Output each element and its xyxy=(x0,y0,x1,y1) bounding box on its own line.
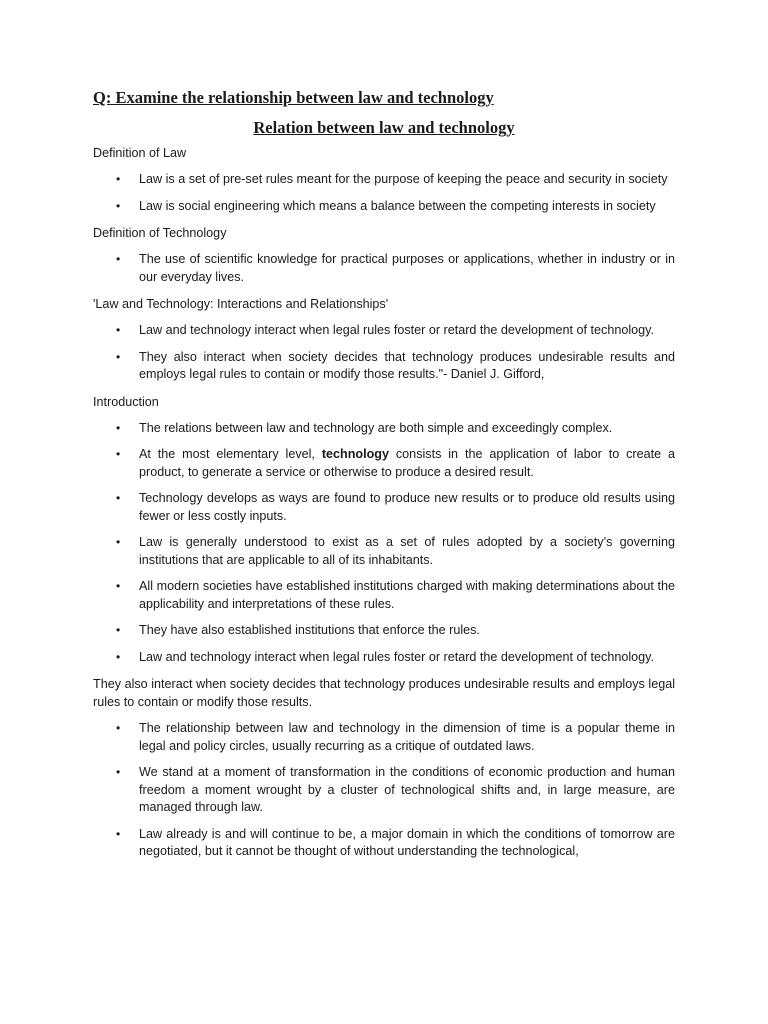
bullet-icon: • xyxy=(116,323,121,337)
bullet-icon: • xyxy=(116,765,121,779)
section-heading-law: Definition of Law xyxy=(93,146,187,160)
bullet-icon: • xyxy=(116,172,121,186)
law-definition-list xyxy=(93,171,675,215)
bullet-icon: • xyxy=(116,420,121,435)
list-item: • They have also established institutions that enforce the rules. xyxy=(93,622,675,640)
list-item: • At the most elementary level, technology consists in the application of labor to create a product, to generate a service or otherwise to produce a desired result. xyxy=(116,447,675,479)
technology-definition-list xyxy=(93,251,675,286)
bullet-icon: • xyxy=(116,649,121,664)
list-item: • We stand at a moment of transformation in the conditions of economic production and human freedom a moment wrought by a cluster of technological shifts and, in large measure, are managed through law. xyxy=(116,765,675,814)
list-item: • Law is a set of pre-set rules meant for the purpose of keeping the peace and security in society xyxy=(93,171,675,189)
question-title: Q: Examine the relationship between law and technology xyxy=(93,88,494,107)
interactions-list xyxy=(93,322,675,384)
list-item: • Law is generally understood to exist as a set of rules adopted by a society’s governing institutions that are applicable to all of its inhabitants. xyxy=(116,535,675,567)
list-item: • The relations between law and technology are both simple and exceedingly complex. xyxy=(93,420,675,438)
list-item: • Law and technology interact when legal rules foster or retard the development of technology. xyxy=(93,649,675,667)
bullet-icon: • xyxy=(116,826,121,841)
bullet-icon: • xyxy=(116,721,121,735)
body-paragraph: They also interact when society decides that technology produces undesirable results and employs legal rules to contain or modify those results. xyxy=(93,677,675,709)
section-heading-interactions: 'Law and Technology: Interactions and Relationships' xyxy=(93,297,389,311)
list-item: • Law is social engineering which means a balance between the competing interests in society xyxy=(93,198,675,216)
list-item: • The relationship between law and technology in the dimension of time is a popular theme in legal and policy circles, usually recurring as a critique of outdated laws. xyxy=(116,721,675,753)
list-item: • Technology develops as ways are found to produce new results or to produce old results using fewer or less costly inputs. xyxy=(116,491,675,523)
list-item: • Law already is and will continue to be, a major domain in which the conditions of tomorrow are negotiated, but it cannot be thought of without understanding the technological, xyxy=(116,826,675,858)
bullet-icon: • xyxy=(116,252,121,266)
bold-term: technology xyxy=(321,447,389,461)
bullet-icon: • xyxy=(116,535,121,549)
bullet-icon: • xyxy=(116,447,121,461)
bullet-icon: • xyxy=(116,623,121,637)
introduction-list xyxy=(93,420,675,667)
bullet-icon: • xyxy=(116,349,121,364)
document-title: Relation between law and technology xyxy=(253,118,515,137)
bullet-icon: • xyxy=(116,491,121,505)
list-item: • Law and technology interact when legal rules foster or retard the development of technology. xyxy=(93,322,675,340)
final-list xyxy=(93,720,675,861)
list-item: • The use of scientific knowledge for practical purposes or applications, whether in industry or in our everyday lives. xyxy=(116,252,675,284)
list-item: • They also interact when society decides that technology produces undesirable results and employs legal rules to contain or modify those results."- Daniel J. Gifford, xyxy=(116,349,675,381)
list-item: • All modern societies have established institutions charged with making determinations about the applicability and interpretations of these rules. xyxy=(116,579,675,611)
section-heading-introduction: Introduction xyxy=(93,394,159,409)
bullet-icon: • xyxy=(116,579,121,593)
bullet-icon: • xyxy=(116,198,121,213)
section-heading-technology: Definition of Technology xyxy=(93,226,227,240)
